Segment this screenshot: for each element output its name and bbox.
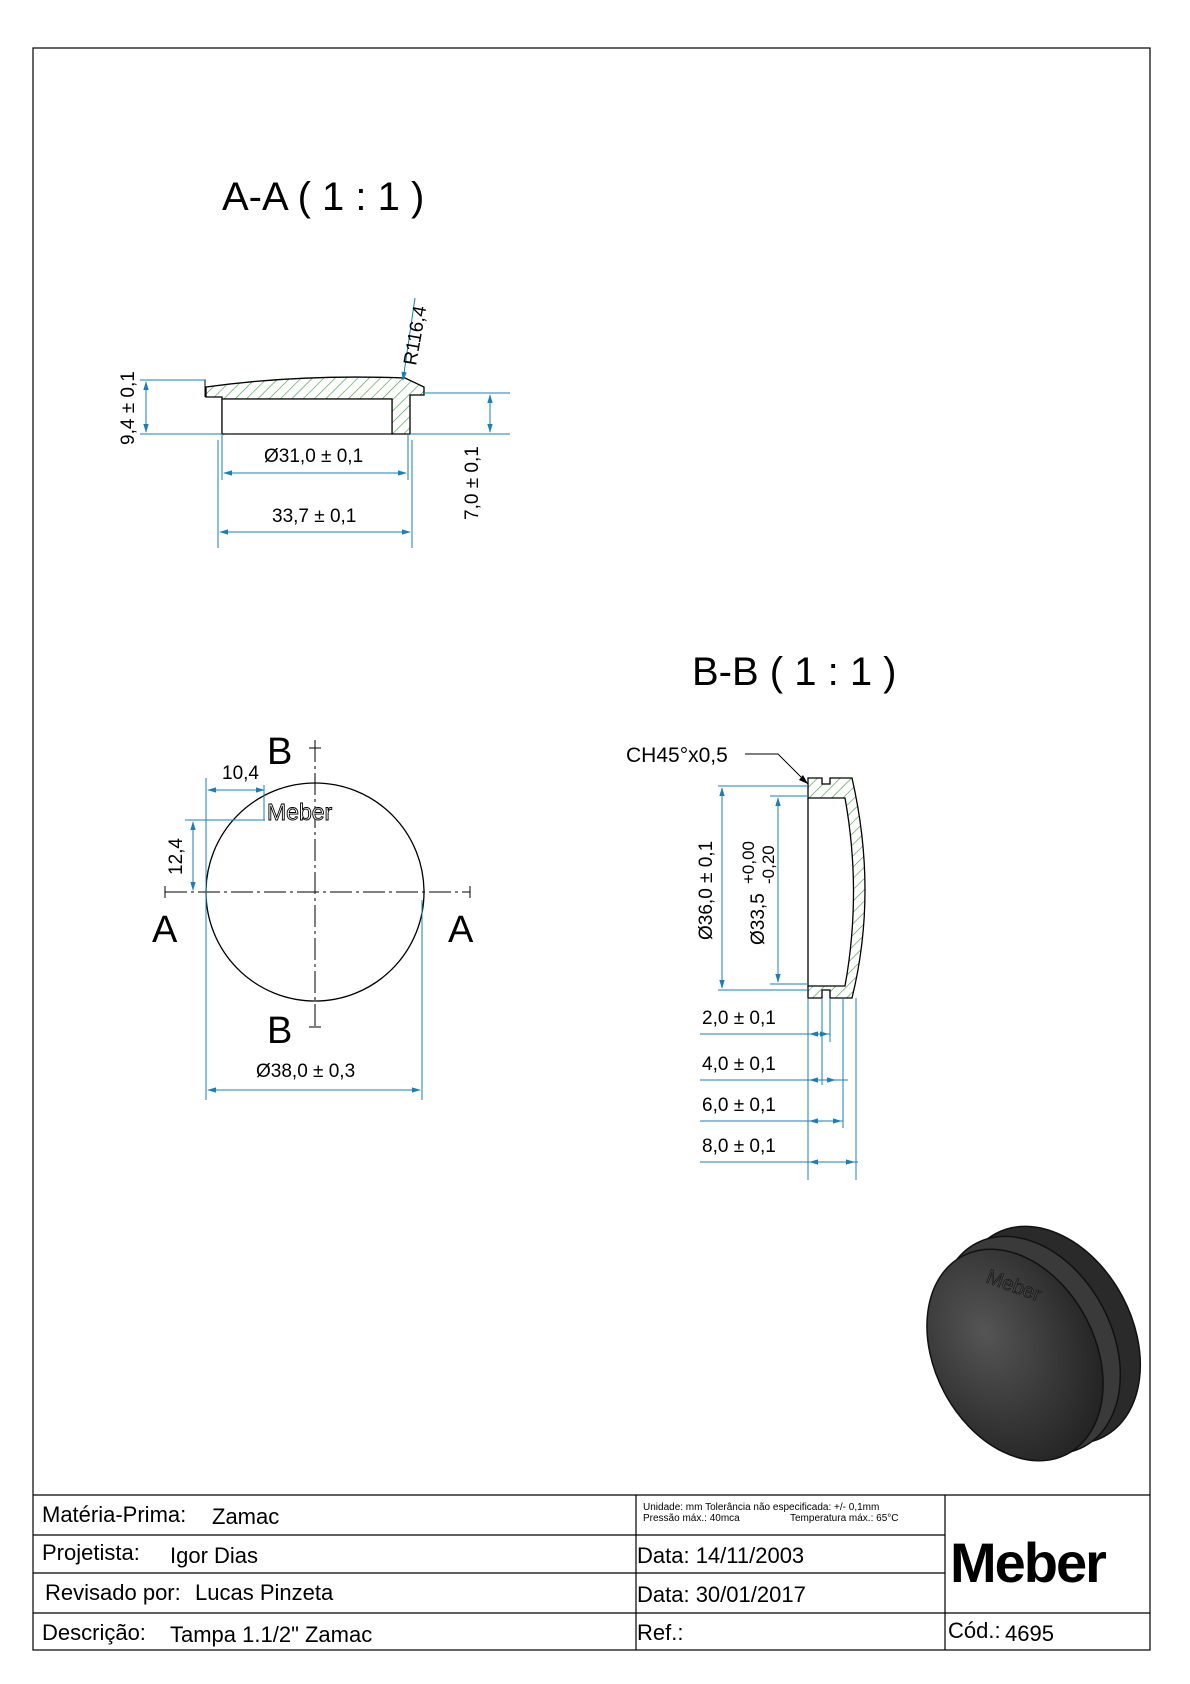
dim-bb-dia36: Ø36,0 ± 0,1 [696,840,717,940]
front-view [152,731,474,1100]
tb-data-2: Data: 30/01/2017 [637,1582,806,1607]
dim-bb-d4: 4,0 ± 0,1 [702,1054,776,1075]
dim-bb-d8: 8,0 ± 0,1 [702,1136,776,1157]
section-bb [626,744,865,1180]
dim-height-total: 9,4 ± 0,1 [118,371,139,445]
dim-radius: R116,4 [400,304,432,367]
tb-materia-label: Matéria-Prima: [42,1502,187,1527]
dim-outer-dia: 33,7 ± 0,1 [272,506,357,527]
dim-bb-tol-lower: -0,20 [759,845,778,884]
dim-inner-dia: Ø31,0 ± 0,1 [264,446,364,467]
dim-offset-x: 10,4 [222,763,259,784]
section-aa-cavity [222,399,392,434]
section-label-a-left: A [152,909,178,951]
render-emboss: Meber [983,1266,1045,1307]
tb-cod-label: Cód.: [948,1618,1001,1643]
tb-revisado-label: Revisado por: [45,1580,181,1605]
dim-bb-tol-upper: +0,00 [739,840,758,884]
section-aa [118,298,510,548]
tb-descricao-value: Tampa 1.1/2" Zamac [170,1622,373,1647]
tb-data-1: Data: 14/11/2003 [637,1543,805,1568]
tb-projetista-value: Igor Dias [170,1543,259,1568]
tb-descricao-label: Descrição: [42,1620,146,1645]
section-label-b-top: B [267,731,293,773]
tb-notes-temperatura: Temperatura máx.: 65°C [790,1513,899,1524]
front-logo-emboss: Meber [267,799,333,825]
section-label-a-right: A [448,909,474,951]
section-bb-hatch [808,778,865,998]
tb-notes-line1: Unidade: mm Tolerância não especificada: +/- 0,1mm [643,1502,880,1513]
dim-height-skirt: 7,0 ± 0,1 [462,446,483,520]
tb-ref: Ref.: [637,1620,684,1645]
cap-3d-render [892,1195,1177,1491]
view-bb-title: B-B ( 1 : 1 ) [692,650,897,694]
tb-notes-pressao: Pressão máx.: 40mca [643,1513,740,1524]
section-label-b-bottom: B [267,1010,293,1052]
tb-logo: Meber [950,1531,1105,1594]
dim-chamfer: CH45°x0,5 [626,744,728,767]
tb-materia-value: Zamac [212,1504,280,1529]
dim-front-diameter: Ø38,0 ± 0,3 [256,1061,356,1082]
dim-bb-d2: 2,0 ± 0,1 [702,1008,776,1029]
tb-projetista-label: Projetista: [42,1540,140,1565]
tb-revisado-value: Lucas Pinzeta [195,1580,334,1605]
dim-offset-y: 12,4 [166,838,187,875]
tb-cod-value: 4695 [1005,1621,1054,1646]
view-aa-title: A-A ( 1 : 1 ) [222,175,425,219]
dim-bb-d6: 6,0 ± 0,1 [702,1095,776,1116]
dim-bb-dia33: Ø33,5 [748,893,769,945]
